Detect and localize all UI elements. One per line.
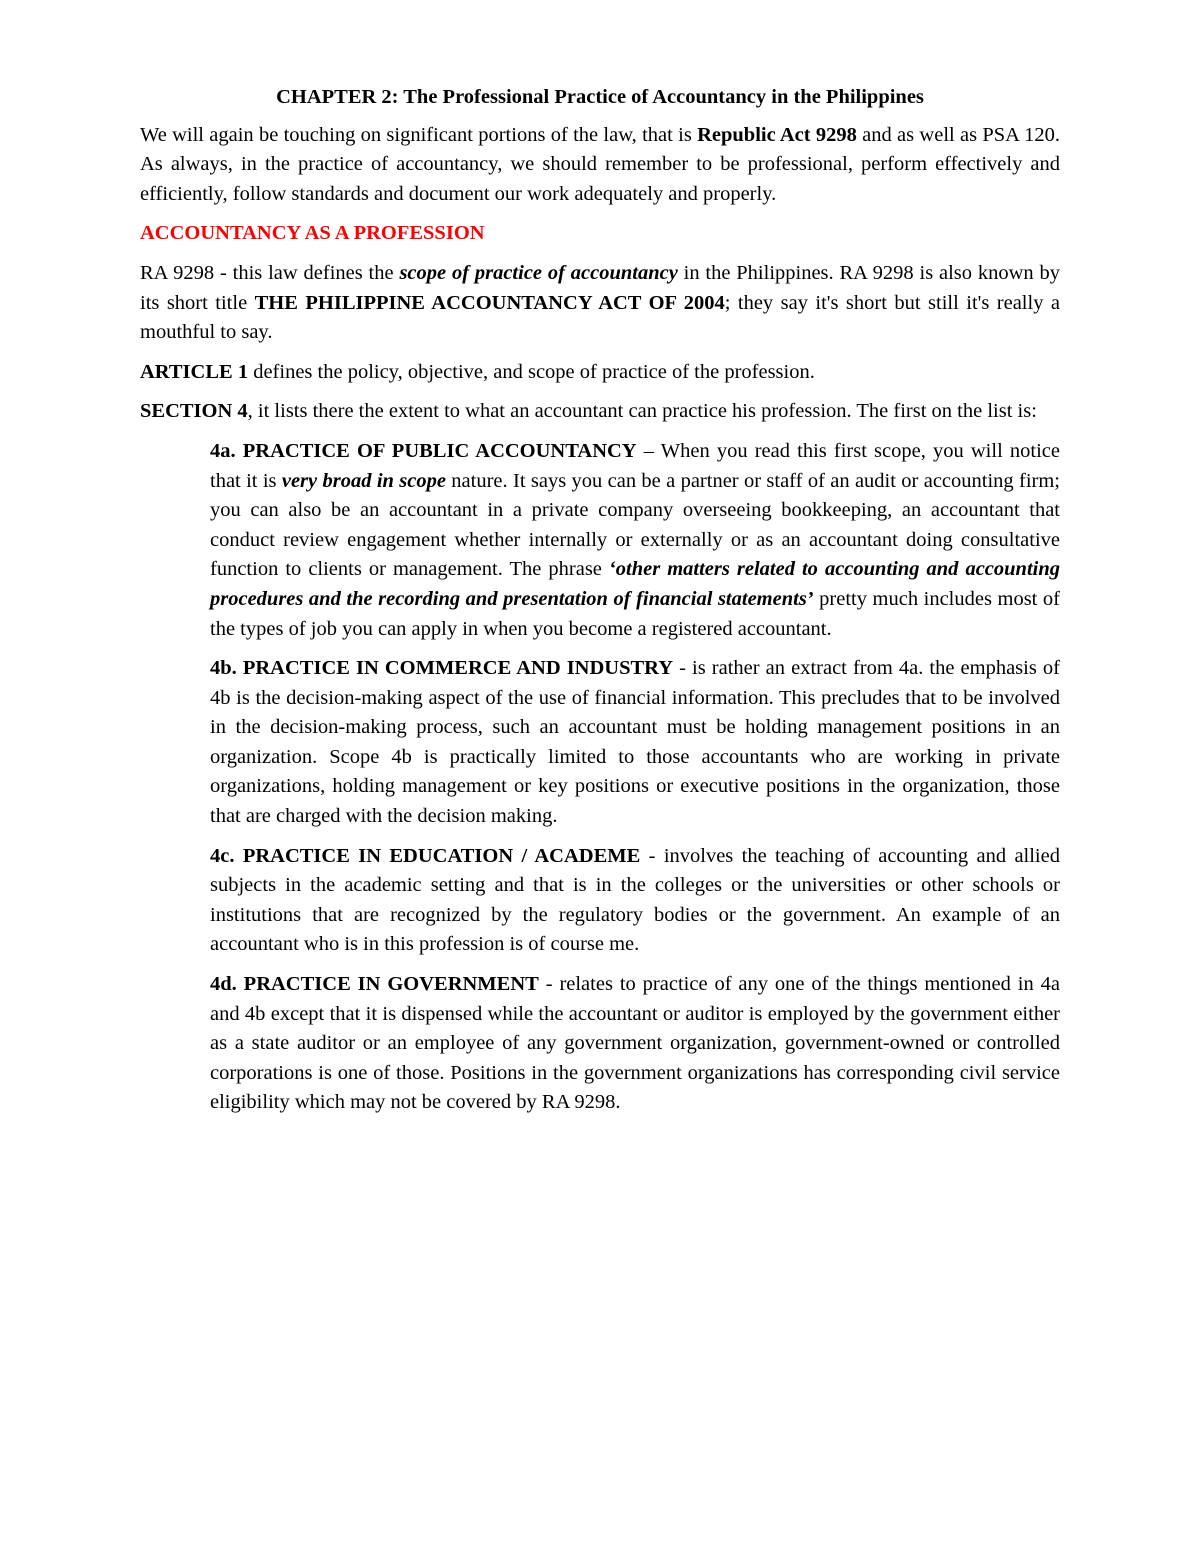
document-page bbox=[140, 83, 1060, 1128]
scope-4b-label: 4b. PRACTICE IN COMMERCE AND INDUSTRY bbox=[210, 657, 674, 680]
scope-4a-emphasis-1: very broad in scope bbox=[281, 469, 446, 492]
section4-text: , it lists there the extent to what an accountant can practice his profession. The first on the list is: bbox=[247, 400, 1037, 423]
scope-4a-emphasis-2: ‘other matters related to accounting and accounting procedures and the recording and presentation of financial statements’ bbox=[210, 558, 1060, 610]
scope-4c-paragraph bbox=[210, 842, 1060, 960]
scope-4b-text: - is rather an extract from 4a. the emphasis of 4b is the decision-making aspect of the use of financial information. This precludes that to be involved in the decision-making process, such an accountant must be holding management positions in an organization. Scope 4b is practically limited to those accountants who are working in private organizations, holding management or key positions or executive positions in the organization, those that are charged with the decision making. bbox=[210, 657, 1060, 828]
scope-4d-label: 4d. PRACTICE IN GOVERNMENT bbox=[210, 973, 539, 996]
section4-label: SECTION 4 bbox=[140, 400, 248, 423]
ra-text-2: in the Philippines. RA 9298 is also known by its short title bbox=[140, 261, 1060, 314]
scope-4a-text-1: – When you read this first scope, you will notice that it is bbox=[210, 439, 1060, 492]
ra-text-1: RA 9298 - this law defines the bbox=[140, 261, 400, 284]
intro-text-1: We will again be touching on significant portions of the law, that is bbox=[140, 123, 698, 146]
scope-4d-paragraph bbox=[210, 970, 1060, 1118]
ra-short-title: THE PHILIPPINE ACCOUNTANCY ACT OF 2004 bbox=[254, 291, 725, 314]
scope-4a-paragraph bbox=[210, 437, 1060, 644]
scope-4c-text: - involves the teaching of accounting and allied subjects in the academic setting and that is in the colleges or the universities or other schools or institutions that are recognized by the regulatory bodies or the government. An example of an accountant who is in this profession is of course me. bbox=[210, 844, 1060, 956]
scope-4a-label: 4a. PRACTICE OF PUBLIC ACCOUNTANCY bbox=[210, 439, 637, 462]
article-paragraph bbox=[140, 358, 1060, 388]
ra-scope-emphasis: scope of practice of accountancy bbox=[399, 261, 678, 284]
section4-paragraph bbox=[140, 397, 1060, 427]
ra-paragraph bbox=[140, 259, 1060, 348]
scope-4d-text: - relates to practice of any one of the things mentioned in 4a and 4b except that it is dispensed while the accountant or auditor is employed by the government either as a state auditor or an employee of any government organization, government-owned or controlled corporations is one of those. Positions in the government organizations has corresponding civil service eligibility which may not be covered by RA 9298. bbox=[210, 973, 1060, 1114]
intro-text-2: and as well as PSA 120. As always, in the practice of accountancy, we should remember to be professional, perform effectively and efficiently, follow standards and document our work adequately and properly. bbox=[140, 123, 1061, 205]
scope-4a-text-2: nature. It says you can be a partner or staff of an audit or accounting firm; you can also be an accountant in a private company overseeing bookkeeping, an accountant that conduct review engagement whether internally or externally or as an accountant doing consultative function to clients or management. The phrase bbox=[210, 469, 1060, 581]
scope-4c-label: 4c. PRACTICE IN EDUCATION / ACADEME bbox=[210, 844, 641, 867]
intro-paragraph bbox=[140, 121, 1060, 210]
scope-4a-text-3: pretty much includes most of the types of job you can apply in when you become a registered accountant. bbox=[210, 587, 1060, 640]
scope-4b-paragraph bbox=[210, 654, 1060, 832]
article-text: defines the policy, objective, and scope of practice of the profession. bbox=[248, 360, 815, 383]
article-label: ARTICLE 1 bbox=[140, 360, 249, 383]
chapter-title: CHAPTER 2: The Professional Practice of Accountancy in the Philippines bbox=[276, 86, 924, 108]
ra-text-3: ; they say it's short but still it's really a mouthful to say. bbox=[140, 291, 1060, 344]
section-heading: ACCOUNTANCY AS A PROFESSION bbox=[140, 222, 485, 245]
intro-bold-law: Republic Act 9298 bbox=[697, 123, 857, 146]
